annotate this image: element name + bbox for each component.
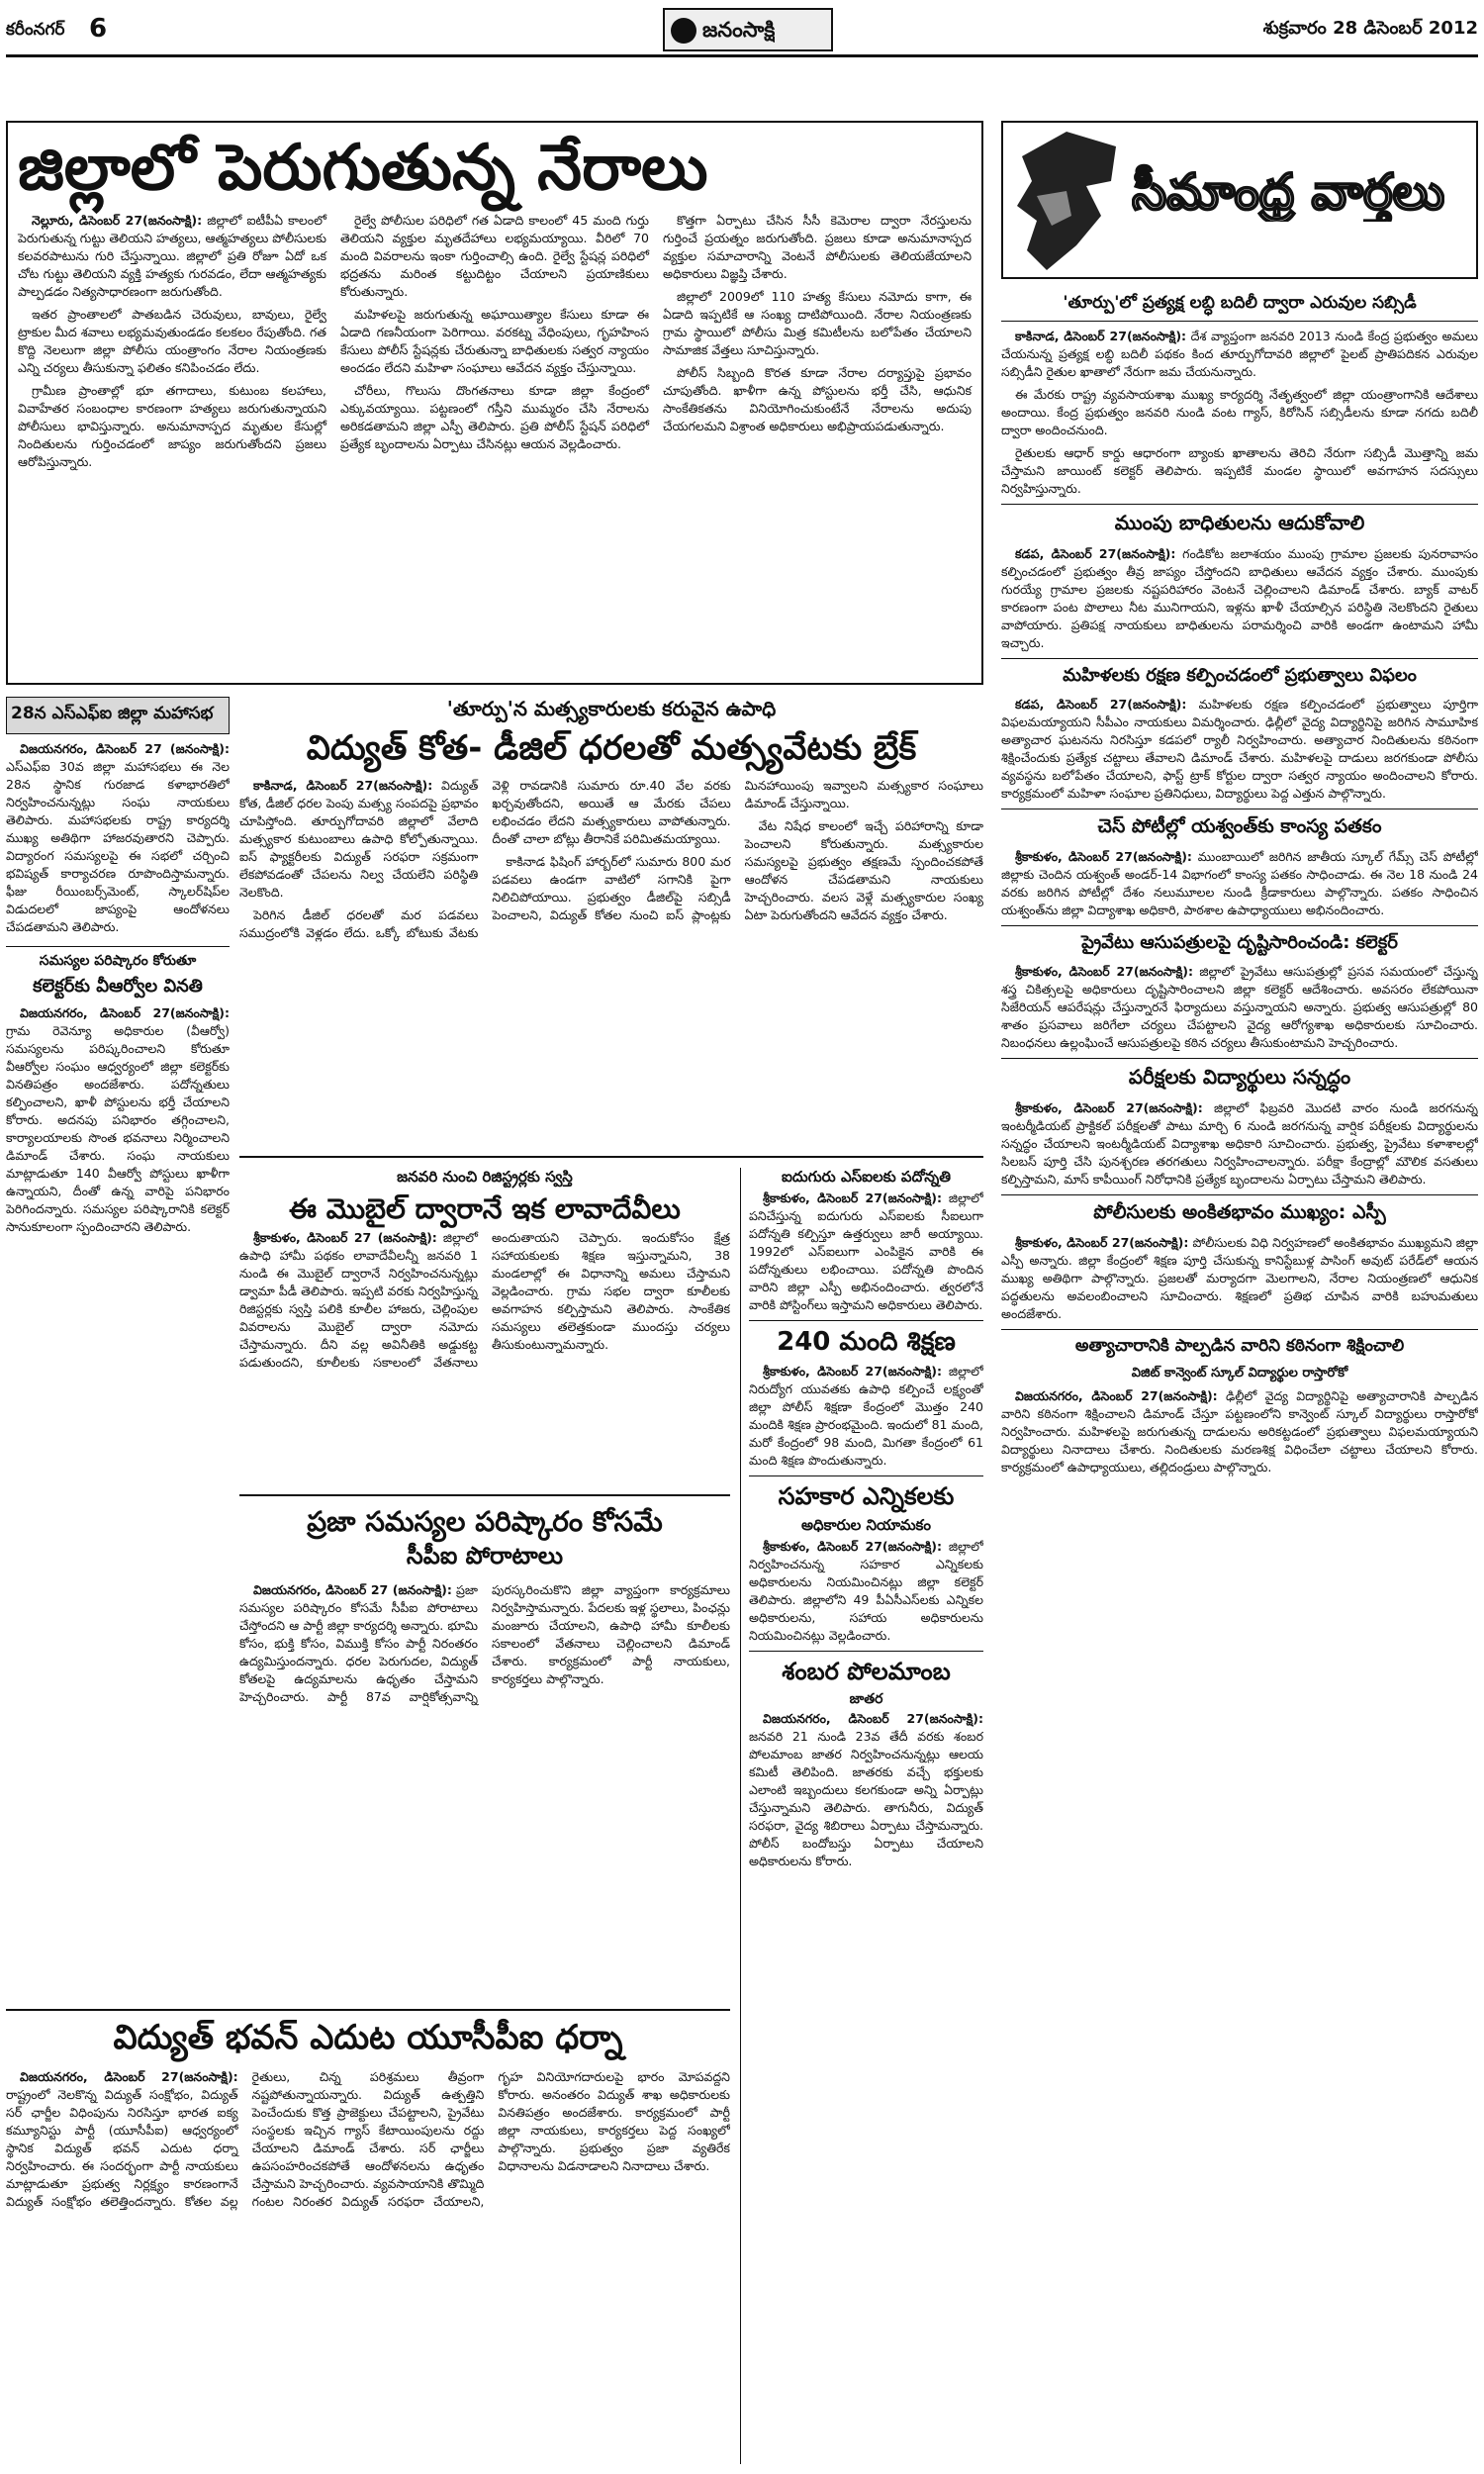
seemandhra-title: సీమాంధ్ర వార్తలు (1132, 163, 1445, 221)
left-column (6, 697, 230, 1993)
lead-para: రైల్వే పోలీసుల పరిధిలో గత ఏడాది కాలంలో 45 మంది గుర్తు తెలియని వ్యక్తుల మృతదేహాలు లభ్యమయ్యాయి. వీరిలో 70 మంది వివరాలను ఇంకా గుర్తించాల్సి ఉంది. రైల్వే స్టేషన్ల పరిధిలో భద్రతను మరింత కట్టుదిట్టం చేయాలని ప్రయాణికులు కోరుతున్నారు. (340, 213, 649, 299)
promotion-body: శ్రీకాకుళం, డిసెంబర్ 27(జనంసాక్షి): జిల్లాలో పనిచేస్తున్న ఐదుగురు ఎస్‌ఐలకు సీఐలుగా పదోన్నతి కల్పిస్తూ ఉత్తర్వులు జారీ అయ్యాయి. 1992లో ఎస్‌ఐలుగా ఎంపికైన వారికి ఈ పదోన్నతులు లభించాయి. పదోన్నతి పొందిన వారిని జిల్లా ఎస్పీ అభినందించారు. త్వరలోనే వారికి పోస్టింగ్‌లు ఇస్తామని అధికారులు తెలిపారు. (749, 1190, 983, 1312)
mumpu-headline: ముంపు బాధితులను ఆదుకోవాలి (1001, 504, 1478, 539)
page-number: 6 (89, 14, 108, 44)
exams-headline: పరీక్షలకు విద్యార్థులు సన్నద్ధం (1001, 1058, 1478, 1094)
vro-body: విజయనగరం, డిసెంబర్ 27(జనంసాక్షి): గ్రామ రెవెన్యూ అధికారుల (వీఆర్వో) సమస్యలను పరిష్కరించాలని కోరుతూ వీఆర్వోల సంఘం ఆధ్వర్యంలో జిల్లా కలెక్టర్‌కు వినతిపత్రం అందజేశారు. పదోన్నతులు కల్పించాలని, ఖాళీ పోస్టులను భర్తీ చేయాలని కోరారు. అదనపు పనిభారం తగ్గించాలని, కార్యాలయాలకు సొంత భవనాలు నిర్మించాలని డిమాండ్ చేశారు. సంఘ నాయకులు మాట్లాడుతూ 140 వీఆర్వో పోస్టులు ఖాళీగా ఉన్నాయని, దీంతో ఉన్న వారిపై పనిభారం పెరిగిందన్నారు. సమస్యల పరిష్కారానికి కలెక్టర్ సానుకూలంగా స్పందించారని తెలిపారు. (6, 1005, 230, 1234)
lead-para: గ్రామీణ ప్రాంతాల్లో భూ తగాదాలు, కుటుంబ కలహాలు, వివాహేతర సంబంధాల కారణంగా హత్యలు జరుగుతున్నాయని పోలీసులు భావిస్తున్నారు. అనుమానాస్పద మృతుల కేసుల్లో నిందితులను గుర్తించడంలో జాప్యం జరుగుతోందని ప్రజలు ఆరోపిస్తున్నారు. (18, 383, 326, 469)
ucpi-story (6, 2009, 730, 2464)
mobile-headline: ఈ మొబైల్ ద్వారానే ఇక లావాదేవీలు (289, 1192, 681, 1225)
promotion-headline: ఐదుగురు ఎస్‌ఐలకు పదోన్నతి (782, 1168, 951, 1186)
fisher-kicker: 'తూర్పు'న మత్స్యకారులకు కరువైన ఉపాధి (446, 697, 777, 720)
masthead-logo (663, 8, 833, 51)
mobile-kicker: జనవరి నుంచి రిజిస్ట్రర్లకు స్వస్తి (397, 1168, 573, 1186)
lead-para: జిల్లాలో 2009లో 110 హత్య కేసులు నమోదు కాగా, ఈ ఏడాది ఇప్పటికే ఆ సంఖ్య దాటిపోయింది. నేరాల నియంత్రణకు గ్రామ స్థాయిలో పోలీసు మిత్ర కమిటీలను బలోపేతం చేయాలని సామాజిక వేత్తలు సూచిస్తున్నారు. (663, 289, 972, 357)
sfi-headline: 28న ఎస్‌ఎఫ్‌ఐ జిల్లా మహాసభ (6, 697, 230, 734)
andhra-map-icon (1007, 127, 1126, 275)
training-body: శ్రీకాకుళం, డిసెంబర్ 27(జనంసాక్షి): జిల్లాలో నిరుద్యోగ యువతకు ఉపాధి కల్పించే లక్ష్యంతో జిల్లా పోలీస్ శిక్షణా కేంద్రంలో మొత్తం 240 మందికి శిక్షణ ప్రారంభమైంది. ఇందులో 81 మంది, మరో కేంద్రంలో 98 మంది, మిగతా కేంద్రంలో 61 మంది శిక్షణ పొందుతున్నారు. (749, 1364, 983, 1468)
atyachar-body: విజయనగరం, డిసెంబర్ 27(జనంసాక్షి): ఢిల్లీలో వైద్య విద్యార్థినిపై అత్యాచారానికి పాల్పడిన వారిని కఠినంగా శిక్షించాలని డిమాండ్ చేస్తూ పట్టణంలోని కాన్వెంట్ స్కూల్ విద్యార్థులు రాస్తారోకో నిర్వహించారు. మహిళలపై జరుగుతున్న దాడులను అరికట్టడంలో ప్రభుత్వాలు విఫలమయ్యాయని విద్యార్థులు నినాదాలు చేశారు. నిందితులకు మరణశిక్ష విధించేలా చట్టాలు చేయాలని కోరారు. కార్యక్రమంలో ఉపాధ్యాయులు, తల్లిదండ్రులు పాల్గొన్నారు. (1001, 1388, 1478, 1475)
sun-icon (671, 18, 696, 44)
lead-body: నెల్లూరు, డిసెంబర్ 27(జనంసాక్షి): జిల్లాలో ఐటీపీఏ కాలంలో పెరుగుతున్న గుట్టు తెలియని హత్యలు, ఆత్మహత్యలు పోలీసులకు కలవరపాటును గురి చేస్తున్నాయి. జిల్లాలో ప్రతి రోజూ ఏదో ఒక చోట గుట్టు తెలియని వ్యక్తి హత్యకు గురవడం, లేదా ఆత్మహత్యకు పాల్పడడం నిత్యసాధారణంగా జరుగుతోంది. ఇతర ప్రాంతాలలో పాతబడిన చెరువులు, బావులు, రైల్వే ట్రాకుల మీద శవాలు లభ్యమవుతుండడం కలకలం రేపుతోంది. గత కొద్ది నెలలుగా జిల్లా పోలీసు యంత్రాంగం నేరాల నియంత్రణకు ఎన్ని చర్యలు తీసుకున్నా ఫలితం కనిపించడం లేదు. గ్రామీణ ప్రాంతాల్లో భూ తగాదాలు, కుటుంబ కలహాలు, వివాహేతర సంబంధాల కారణంగా హత్యలు జరుగుతున్నాయని పోలీసులు భావిస్తున్నారు. అనుమానాస్పద మృతుల కేసుల్లో నిందితులను గుర్తించడంలో జాప్యం జరుగుతోందని ప్రజలు ఆరోపిస్తున్నారు. రైల్వే పోలీసుల పరిధిలో గత ఏడాది కాలంలో 45 మంది గుర్తు తెలియని వ్యక్తుల మృతదేహాలు లభ్యమయ్యాయి. వీరిలో 70 మంది వివరాలను ఇంకా గుర్తించాల్సి ఉంది. రైల్వే స్టేషన్ల పరిధిలో భద్రతను మరింత కట్టుదిట్టం చేయాలని ప్రయాణికులు కోరుతున్నారు. మహిళలపై జరుగుతున్న అఘాయిత్యాల కేసులు కూడా ఈ ఏడాది గణనీయంగా పెరిగాయి. వరకట్న వేధింపులు, గృహహింస కేసులు పోలీస్ స్టేషన్లకు చేరుతున్నా బాధితులకు సత్వర న్యాయం అందడం లేదని మహిళా సంఘాలు ఆవేదన వ్యక్తం చేస్తున్నాయి. చోరీలు, గొలుసు దొంగతనాలు కూడా జిల్లా కేంద్రంలో ఎక్కువయ్యాయి. పట్టణంలో గస్తీని ముమ్మరం చేసి నేరాలను అరికడతామని జిల్లా ఎస్పీ తెలిపారు. ప్రతి పోలీస్ స్టేషన్ పరిధిలో ప్రత్యేక బృందాలను ఏర్పాటు చేసినట్లు ఆయన వెల్లడించారు. కొత్తగా ఏర్పాటు చేసిన సీసీ కెమెరాల ద్వారా నేరస్తులను గుర్తించే ప్రయత్నం జరుగుతోంది. ప్రజలు కూడా అనుమానాస్పద వ్యక్తుల సమాచారాన్ని వెంటనే పోలీసులకు తెలియజేయాలని అధికారులు విజ్ఞప్తి చేశారు. జిల్లాలో 2009లో 110 హత్య కేసులు నమోదు కాగా, ఈ ఏడాది ఇప్పటికే ఆ సంఖ్య దాటిపోయింది. నేరాల నియంత్రణకు గ్రామ స్థాయిలో పోలీసు మిత్ర కమిటీలను బలోపేతం చేయాలని సామాజిక వేత్తలు సూచిస్తున్నారు. పోలీస్ సిబ్బంది కొరత కూడా నేరాల దర్యాప్తుపై ప్రభావం చూపుతోంది. ఖాళీగా ఉన్న పోస్టులను భర్తీ చేసి, ఆధునిక సాంకేతికతను వినియోగించుకుంటేనే నేరాలను అదుపు చేయగలమని విశ్రాంత అధికారులు అభిప్రాయపడుతున్నారు. (18, 213, 972, 469)
jatara-headline: శంబర పోలమాంబ (749, 1651, 983, 1691)
fisher-headline: విద్యుత్ కోత- డీజిల్ ధరలతో మత్స్యవేటకు బ్రేక్ (306, 728, 917, 768)
lead-para: ఇతర ప్రాంతాలలో పాతబడిన చెరువులు, బావులు, రైల్వే ట్రాకుల మీద శవాలు లభ్యమవుతుండడం కలకలం రేపుతోంది. గత కొద్ది నెలలుగా జిల్లా పోలీసు యంత్రాంగం నేరాల నియంత్రణకు ఎన్ని చర్యలు తీసుకున్నా ఫలితం కనిపించడం లేదు. (18, 307, 326, 375)
atyachar-kicker: విజిట్ కాన్వెంట్ స్కూల్ విద్యార్థుల రాస్తారోకో (1131, 1366, 1348, 1380)
mumpu-body: కడప, డిసెంబర్ 27(జనంసాక్షి): గండికోట జలాశయం ముంపు గ్రామాల ప్రజలకు పునరావాసం కల్పించడంలో ప్రభుత్వం తీవ్ర జాప్యం చేస్తోందని బాధితులు ఆవేదన వ్యక్తం చేశారు. ముంపుకు గురయ్యే గ్రామాల ప్రజలకు నష్టపరిహారం వెంటనే చెల్లించాలని డిమాండ్ చేశారు. బ్యాక్ వాటర్ కారణంగా పంట పొలాలు నీట మునిగాయని, ఇళ్లను ఖాళీ చేయాల్సిన పరిస్థితి నెలకొందని రైతులు వాపోయారు. ప్రతిపక్ష నాయకులు బాధితులను పరామర్శించి వారికి అండగా ఉంటామని హామీ ఇచ్చారు. (1001, 546, 1478, 650)
mobile-story (239, 1168, 730, 1484)
ucpi-body: విజయనగరం, డిసెంబర్ 27(జనంసాక్షి): రాష్ట్రంలో నెలకొన్న విద్యుత్ సంక్షోభం, విద్యుత్ సర్ ఛార్జీల విధింపును నిరసిస్తూ భారత ఐక్య కమ్యూనిస్టు పార్టీ (యూసీపీఐ) ఆధ్వర్యంలో స్థానిక విద్యుత్ భవన్ ఎదుట ధర్నా నిర్వహించారు. ఈ సందర్భంగా పార్టీ నాయకులు మాట్లాడుతూ ప్రభుత్వ నిర్లక్ష్యం కారణంగానే విద్యుత్ సంక్షోభం తలెత్తిందన్నారు. కోతల వల్ల రైతులు, చిన్న పరిశ్రమలు తీవ్రంగా నష్టపోతున్నాయన్నారు. విద్యుత్ ఉత్పత్తిని పెంచేందుకు కొత్త ప్రాజెక్టులు చేపట్టాలని, ప్రైవేటు సంస్థలకు ఇచ్చిన గ్యాస్ కేటాయింపులను రద్దు చేయాలని డిమాండ్ చేశారు. సర్ ఛార్జీలు ఉపసంహరించకపోతే ఆందోళనలను ఉధృతం చేస్తామని హెచ్చరించారు. వ్యవసాయానికి తొమ్మిది గంటల నిరంతర విద్యుత్ సరఫరా చేయాలని, గృహ వినియోగదారులపై భారం మోపవద్దని కోరారు. అనంతరం విద్యుత్ శాఖ అధికారులకు వినతిపత్రం అందజేశారు. కార్యక్రమంలో పార్టీ జిల్లా నాయకులు, కార్యకర్తలు పెద్ద సంఖ్యలో పాల్గొన్నారు. ప్రభుత్వం ప్రజా వ్యతిరేక విధానాలను విడనాడాలని నినాదాలు చేశారు. (6, 2069, 730, 2209)
atyachar-headline: అత్యాచారానికి పాల్పడిన వారిని కఠినంగా శిక్షించాలి (1001, 1329, 1478, 1360)
training-headline: 240 మంది శిక్షణ (749, 1320, 983, 1363)
hospital-body: శ్రీకాకుళం, డిసెంబర్ 27(జనంసాక్షి): జిల్లాలో ప్రైవేటు ఆసుపత్రుల్లో ప్రసవ సమయంలో చేస్తున్న శస్త్ర చికిత్సలపై అధికారులు దృష్టిసారించాలని జిల్లా కలెక్టర్ ఆదేశించారు. అవసరం లేకపోయినా సిజేరియన్ ఆపరేషన్లు చేస్తున్నారనే ఫిర్యాదులు వస్తున్నాయని అన్నారు. ప్రభుత్వ ఆసుపత్రుల్లో 80 శాతం ప్రసవాలు జరిగేలా చర్యలు చేపట్టాలని వైద్య ఆరోగ్యశాఖ అధికారులకు సూచించారు. నిబంధనలు ఉల్లంఘించే ఆసుపత్రులపై కఠిన చర్యలు తీసుకుంటామని హెచ్చరించారు. (1001, 964, 1478, 1050)
exams-body: శ్రీకాకుళం, డిసెంబర్ 27(జనంసాక్షి): జిల్లాలో ఫిబ్రవరి మొదటి వారం నుండి జరగనున్న ఇంటర్మీడియట్ ప్రాక్టికల్ పరీక్షలతో పాటు మార్చి 6 నుండి జరగనున్న వార్షిక పరీక్షలకు విద్యార్థులను సన్నద్ధం చేయాలని ఇంటర్మీడియట్ విద్యాశాఖ అధికారి సూచించారు. ప్రభుత్వ, ప్రైవేటు కళాశాలల్లో సిలబస్ పూర్తి చేసి పునశ్చరణ తరగతులు నిర్వహించాలన్నారు. పరీక్షా కేంద్రాల్లో మౌలిక వసతులు కల్పిస్తామని, మాస్ కాపీయింగ్ నిరోధానికి ప్రత్యేక బృందాలను ఏర్పాటు చేస్తామని తెలిపారు. (1001, 1100, 1478, 1187)
mobile-body: శ్రీకాకుళం, డిసెంబర్ 27 (జనంసాక్షి): జిల్లాలో ఉపాధి హామీ పథకం లావాదేవీలన్నీ జనవరి 1 నుండి ఈ మొబైల్ ద్వారానే నిర్వహించనున్నట్లు డ్వామా పీడీ తెలిపారు. ఇప్పటి వరకు నిర్వహిస్తున్న రిజిస్టర్లకు స్వస్తి పలికి కూలీల హాజరు, చెల్లింపుల వివరాలను మొబైల్ ద్వారా నమోదు చేస్తామన్నారు. దీని వల్ల అవినీతికి అడ్డుకట్ట పడుతుందని, కూలీలకు సకాలంలో వేతనాలు అందుతాయని చెప్పారు. ఇందుకోసం క్షేత్ర సహాయకులకు శిక్షణ ఇస్తున్నామని, 38 మండలాల్లో ఈ విధానాన్ని అమలు చేస్తామని వెల్లడించారు. గ్రామ సభల ద్వారా కూలీలకు అవగాహన కల్పిస్తామని తెలిపారు. సాంకేతిక సమస్యలు తలెత్తకుండా ముందస్తు చర్యలు తీసుకుంటున్నామన్నారు. (239, 1230, 730, 1370)
lead-para: పోలీస్ సిబ్బంది కొరత కూడా నేరాల దర్యాప్తుపై ప్రభావం చూపుతోంది. ఖాళీగా ఉన్న పోస్టులను భర్తీ చేసి, ఆధునిక సాంకేతికతను వినియోగించుకుంటేనే నేరాలను అదుపు చేయగలమని విశ్రాంత అధికారులు అభిప్రాయపడుతున్నారు. (663, 365, 972, 433)
fisher-body: కాకినాడ, డిసెంబర్ 27(జనంసాక్షి): విద్యుత్ కోత, డీజిల్ ధరల పెంపు మత్స్య సంపదపై ప్రభావం చూపిస్తోంది. తూర్పుగోదావరి జిల్లాలో వేలాది మత్స్యకార కుటుంబాలు ఉపాధి కోల్పోతున్నాయి. ఐస్ ఫ్యాక్టరీలకు విద్యుత్ సరఫరా సక్రమంగా లేకపోవడంతో చేపలను నిల్వ చేయలేని పరిస్థితి నెలకొంది. పెరిగిన డీజిల్ ధరలతో మర పడవలు సముద్రంలోకి వెళ్లడం లేదు. ఒక్కో బోటుకు వేటకు వెళ్లి రావడానికి సుమారు రూ.40 వేల వరకు ఖర్చవుతోందని, అయితే ఆ మేరకు చేపలు లభించడం లేదని మత్స్యకారులు వాపోతున్నారు. దీంతో చాలా బోట్లు తీరానికే పరిమితమయ్యాయి. కాకినాడ ఫిషింగ్ హార్బర్‌లో సుమారు 800 మర పడవలు ఉండగా వాటిలో సగానికి పైగా నిలిచిపోయాయి. ప్రభుత్వం డీజిల్‌పై సబ్సిడీ పెంచాలని, విద్యుత్ కోతల నుంచి ఐస్ ప్లాంట్లకు మినహాయింపు ఇవ్వాలని మత్స్యకార సంఘాలు డిమాండ్ చేస్తున్నాయి. వేట నిషేధ కాలంలో ఇచ్చే పరిహారాన్ని కూడా పెంచాలని కోరుతున్నారు. మత్స్యకారుల సమస్యలపై ప్రభుత్వం తక్షణమే స్పందించకపోతే ఆందోళన చేపడతామని నాయకులు హెచ్చరించారు. వలస వెళ్లే మత్స్యకారుల సంఖ్య ఏటా పెరుగుతోందని ఆవేదన వ్యక్తం చేశారు. (239, 778, 983, 940)
hospital-headline: ప్రైవేటు ఆసుపత్రులపై దృష్టిసారించండి: కలెక్టర్ (1001, 925, 1478, 957)
issue-date: శుక్రవారం 28 డిసెంబర్ 2012 (1262, 18, 1478, 39)
page-header (6, 4, 1478, 57)
lead-para: కొత్తగా ఏర్పాటు చేసిన సీసీ కెమెరాల ద్వారా నేరస్తులను గుర్తించే ప్రయత్నం జరుగుతోంది. ప్రజలు కూడా అనుమానాస్పద వ్యక్తుల సమాచారాన్ని వెంటనే పోలీసులకు తెలియజేయాలని అధికారులు విజ్ఞప్తి చేశారు. (663, 213, 972, 281)
jatara-body: విజయనగరం, డిసెంబర్ 27(జనంసాక్షి): జనవరి 21 నుండి 23వ తేదీ వరకు శంబర పోలమాంబ జాతర నిర్వహించనున్నట్లు ఆలయ కమిటీ తెలిపింది. జాతరకు వచ్చే భక్తులకు ఎలాంటి ఇబ్బందులు కలగకుండా అన్ని ఏర్పాట్లు చేస్తున్నామని తెలిపారు. తాగునీరు, విద్యుత్ సరఫరా, వైద్య శిబిరాలు ఏర్పాటు చేస్తామన్నారు. పోలీస్ బందోబస్తు ఏర్పాటు చేయాలని అధికారులను కోరారు. (749, 1711, 983, 1868)
jatara-subhead: జాతర (849, 1691, 883, 1707)
seemandhra-banner (1001, 121, 1478, 279)
coop-subhead: అధికారుల నియామకం (800, 1516, 931, 1534)
coop-body: శ్రీకాకుళం, డిసెంబర్ 27(జనంసాక్షి): జిల్లాలో నిర్వహించనున్న సహకార ఎన్నికలకు అధికారులను నియమించినట్లు జిల్లా కలెక్టర్ తెలిపారు. జిల్లాలోని 49 పీఏసీఎస్‌లకు ఎన్నికల అధికారులను, సహాయ అధికారులను నియమించినట్లు వెల్లడించారు. (749, 1539, 983, 1643)
mid-right-column (740, 1168, 983, 2464)
chess-headline: చెస్ పోటీల్లో యశ్వంత్‌కు కాంస్య పతకం (1001, 809, 1478, 842)
page-label: కరీంనగర్ (6, 20, 65, 40)
right-column (1001, 287, 1478, 2464)
lead-story (6, 121, 983, 685)
cpi-subhead: సీపీఐ పోరాటాలు (406, 1542, 564, 1570)
police-headline: పోలీసులకు అంకితభావం ముఖ్యం: ఎస్పీ (1001, 1194, 1478, 1228)
mahila-headline: మహిళలకు రక్షణ కల్పించడంలో ప్రభుత్వాలు విఫలం (1001, 658, 1478, 690)
seemandhra-headline: 'తూర్పు'లో ప్రత్యక్ష లబ్ధి బదిలీ ద్వారా ఎరువుల సబ్సిడీ (1001, 293, 1478, 322)
vro-kicker: సమస్యల పరిష్కారం కోరుతూ (6, 946, 230, 972)
lead-headline: జిల్లాలో పెరుగుతున్న నేరాలు (18, 132, 708, 205)
lead-para: మహిళలపై జరుగుతున్న అఘాయిత్యాల కేసులు కూడా ఈ ఏడాది గణనీయంగా పెరిగాయి. వరకట్న వేధింపులు, గృహహింస కేసులు పోలీస్ స్టేషన్లకు చేరుతున్నా బాధితులకు సత్వర న్యాయం అందడం లేదని మహిళా సంఘాలు ఆవేదన వ్యక్తం చేస్తున్నాయి. (340, 307, 649, 375)
coop-headline: సహకార ఎన్నికలకు (749, 1475, 983, 1516)
mahila-body: కడప, డిసెంబర్ 27(జనంసాక్షి): మహిళలకు రక్షణ కల్పించడంలో ప్రభుత్వాలు పూర్తిగా విఫలమయ్యాయని సీపీఎం నాయకులు విమర్శించారు. ఢిల్లీలో వైద్య విద్యార్థినిపై జరిగిన సామూహిక అత్యాచార ఘటనను నిరసిస్తూ కడపలో ర్యాలీ నిర్వహించారు. అత్యాచార నిందితులను కఠినంగా శిక్షించేందుకు ప్రత్యేక చట్టాలు తేవాలని డిమాండ్ చేశారు. మహిళలపై దాడులు జరగకుండా పోలీసు వ్యవస్థను బలోపేతం చేయాలని, ఫాస్ట్ ట్రాక్ కోర్టుల ద్వారా సత్వర న్యాయం అందించాలని కోరారు. కార్యక్రమంలో మహిళా సంఘాల ప్రతినిధులు, విద్యార్థులు పెద్ద ఎత్తున పాల్గొన్నారు. (1001, 697, 1478, 801)
seemandhra-body: కాకినాడ, డిసెంబర్ 27(జనంసాక్షి): దేశ వ్యాప్తంగా జనవరి 2013 నుండి కేంద్ర ప్రభుత్వం అమలు చేయనున్న ప్రత్యక్ష లబ్ధి బదిలీ పథకం కింద తూర్పుగోదావరి జిల్లాలో పైలట్ ప్రాతిపదికన ఎరువుల సబ్సిడీని రైతుల ఖాతాలో నేరుగా జమ చేయనున్నారు. ఈ మేరకు రాష్ట్ర వ్యవసాయశాఖ ముఖ్య కార్యదర్శి నేతృత్వంలో జిల్లా యంత్రాంగానికి ఆదేశాలు అందాయి. కేంద్ర ప్రభుత్వం జనవరి నుండి వంట గ్యాస్, కిరోసిన్ సబ్సిడీలను కూడా నగదు బదిలీ ద్వారా అందించనుంది. రైతులకు ఆధార్ కార్డు ఆధారంగా బ్యాంకు ఖాతాలను తెరిచి నేరుగా సబ్సిడీ మొత్తాన్ని జమ చేస్తామని జాయింట్ కలెక్టర్ తెలిపారు. ఇప్పటికే మండల స్థాయిలో అవగాహన సదస్సులు నిర్వహిస్తున్నారు. (1001, 329, 1478, 496)
ucpi-headline: విద్యుత్ భవన్ ఎదుట యూసీపీఐ ధర్నా (113, 2018, 623, 2057)
police-body: శ్రీకాకుళం, డిసెంబర్ 27(జనంసాక్షి): పోలీసులకు విధి నిర్వహణలో అంకితభావం ముఖ్యమని జిల్లా ఎస్పీ అన్నారు. జిల్లా కేంద్రంలో శిక్షణ పూర్తి చేసుకున్న కానిస్టేబుళ్ల పాసింగ్ అవుట్ పరేడ్‌లో ఆయన ముఖ్య అతిథిగా పాల్గొన్నారు. ప్రజలతో మర్యాదగా మెలగాలని, నేరాల నియంత్రణలో ఆధునిక పద్ధతులను అవలంబించాలని సూచించారు. శిక్షణలో ప్రతిభ చూపిన వారికి బహుమతులు అందజేశారు. (1001, 1235, 1478, 1321)
cpi-headline: ప్రజా సమస్యల పరిష్కారం కోసమే (307, 1505, 663, 1538)
chess-body: శ్రీకాకుళం, డిసెంబర్ 27(జనంసాక్షి): ముంబాయిలో జరిగిన జాతీయ స్కూల్ గేమ్స్ చెస్ పోటీల్లో జిల్లాకు చెందిన యశ్వంత్ అండర్-14 విభాగంలో కాంస్య పతకం సాధించాడు. ఈ నెల 18 నుండి 24 వరకు జరిగిన పోటీల్లో దేశం నలుమూలల నుండి క్రీడాకారులు పాల్గొన్నారు. పతకం సాధించిన యశ్వంత్‌ను జిల్లా విద్యాశాఖ అధికారి, పాఠశాల ఉపాధ్యాయులు అభినందించారు. (1001, 849, 1478, 917)
lead-para: చోరీలు, గొలుసు దొంగతనాలు కూడా జిల్లా కేంద్రంలో ఎక్కువయ్యాయి. పట్టణంలో గస్తీని ముమ్మరం చేసి నేరాలను అరికడతామని జిల్లా ఎస్పీ తెలిపారు. ప్రతి పోలీస్ స్టేషన్ పరిధిలో ప్రత్యేక బృందాలను ఏర్పాటు చేసినట్లు ఆయన వెల్లడించారు. (340, 383, 649, 451)
cpi-body: విజయనగరం, డిసెంబర్ 27 (జనంసాక్షి): ప్రజా సమస్యల పరిష్కారం కోసమే సీపీఐ పోరాటాలు చేస్తోందని ఆ పార్టీ జిల్లా కార్యదర్శి అన్నారు. భూమి కోసం, భుక్తి కోసం, విముక్తి కోసం పార్టీ నిరంతరం ఉద్యమిస్తుందన్నారు. ధరల పెరుగుదల, విద్యుత్ కోతలపై ఉద్యమాలను ఉధృతం చేస్తామని హెచ్చరించారు. పార్టీ 87వ వార్షికోత్సవాన్ని పురస్కరించుకొని జిల్లా వ్యాప్తంగా కార్యక్రమాలు నిర్వహిస్తామన్నారు. పేదలకు ఇళ్ల స్థలాలు, పింఛన్లు మంజూరు చేయాలని, ఉపాధి హామీ కూలీలకు సకాలంలో వేతనాలు చెల్లించాలని డిమాండ్ చేశారు. కార్యక్రమంలో పార్టీ నాయకులు, కార్యకర్తలు పాల్గొన్నారు. (239, 1582, 730, 1704)
sfi-body: విజయనగరం, డిసెంబర్ 27 (జనంసాక్షి): ఎస్‌ఎఫ్‌ఐ 30వ జిల్లా మహాసభలు ఈ నెల 28న స్థానిక గురజాడ కళాభారతిలో నిర్వహించనున్నట్లు సంఘ నాయకులు తెలిపారు. మహాసభలకు రాష్ట్ర కార్యదర్శి ముఖ్య అతిథిగా హాజరవుతారని చెప్పారు. విద్యారంగ సమస్యలపై ఈ సభలో చర్చించి భవిష్యత్ కార్యాచరణ రూపొందిస్తామన్నారు. ఫీజు రీయింబర్స్‌మెంట్, స్కాలర్‌షిప్‌ల విడుదలలో జాప్యంపై ఆందోళనలు చేపడతామని తెలిపారు. (6, 741, 230, 934)
fisher-story (239, 697, 983, 1158)
lead-dateline: నెల్లూరు, డిసెంబర్ 27(జనంసాక్షి): (32, 213, 203, 228)
paper-name: జనంసాక్షి (702, 18, 776, 42)
vro-headline: కలెక్టర్‌కు వీఆర్వోల వినతి (33, 976, 203, 997)
cpi-story (239, 1494, 730, 1900)
